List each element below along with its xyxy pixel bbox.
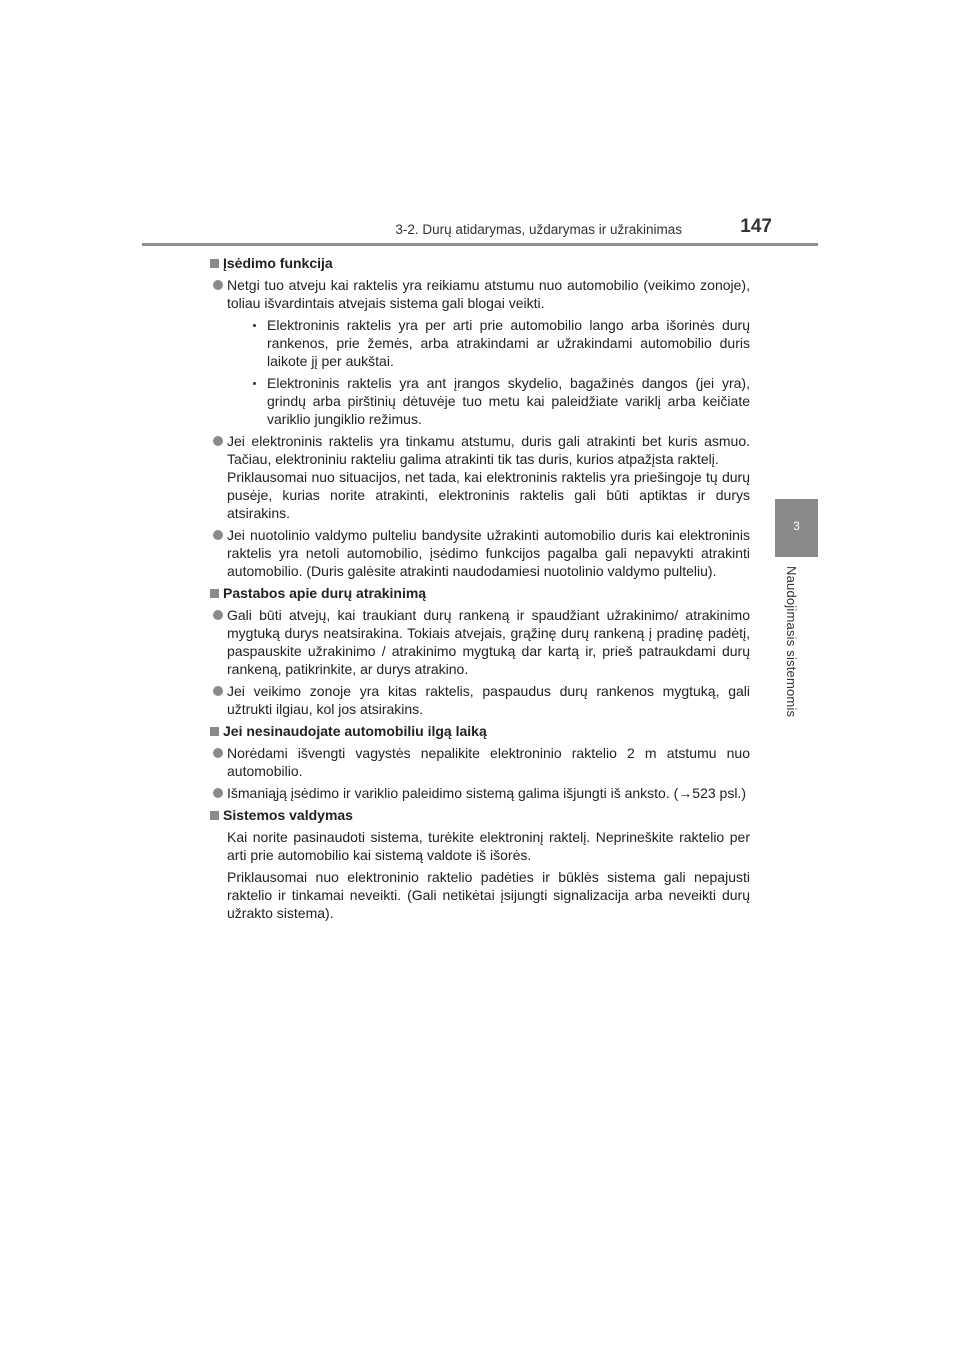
section-title: Sistemos valdymas — [223, 807, 353, 823]
circle-bullet-icon — [213, 748, 223, 758]
section-title: Jei nesinaudojate automobiliu ilgą laiką — [223, 723, 487, 739]
section-title: Įsėdimo funkcija — [223, 255, 333, 271]
circle-bullet-icon — [213, 436, 223, 446]
page-header — [142, 216, 818, 246]
square-bullet-icon — [210, 589, 219, 598]
list-item: Norėdami išvengti vagystės nepalikite elektroninio raktelio 2 m atstumu nuo automobilio. — [210, 744, 750, 780]
section-system-operation — [210, 806, 750, 922]
list-item: Netgi tuo atveju kai raktelis yra reikiamu atstumu nuo automobilio (veikimo zonoje), toliau išvardintais atvejais sistema gali blogai veikti. Elektroninis raktelis yra per arti prie automobilio lango arba išorinės durų rankenos, prie žemės, arba atrakindami ar užrakindami automobilio duris laikote jį per aukštai. Elektroninis raktelis yra ant įrangos skydelio, bagažinės dangos (jei yra), grindų arba pirštinių dėtuvėje tuo metu kai paleidžiate variklį arba keičiate variklio jungiklio režimus. — [210, 276, 750, 428]
header-section-title: 3-2. Durų atidarymas, uždarymas ir užrakinimas — [395, 222, 682, 237]
section-long-term-storage — [210, 722, 750, 802]
section-unlock-notes — [210, 584, 750, 718]
circle-bullet-icon — [213, 280, 223, 290]
paragraph: Priklausomai nuo elektroninio raktelio padėties ir būklės sistema gali nepajusti raktelio ir tinkamai neveikti. (Gali netikėtai įsijungti signalizacija arba neveikti durų užrakto sistema). — [227, 869, 750, 921]
page-number: 147 — [740, 216, 772, 237]
small-dot-icon — [253, 382, 256, 385]
circle-bullet-icon — [213, 530, 223, 540]
circle-bullet-icon — [213, 686, 223, 696]
list-item: Išmaniąją įsėdimo ir variklio paleidimo sistemą galima išjungti iš anksto. (→523 psl.) — [210, 784, 750, 802]
square-bullet-icon — [210, 727, 219, 736]
section-entry-function — [210, 254, 750, 580]
chapter-side-label: Naudojimasis sistemomis — [784, 566, 799, 718]
circle-bullet-icon — [213, 610, 223, 620]
chapter-tab-number: 3 — [793, 519, 800, 533]
list-item: Jei veikimo zonoje yra kitas raktelis, paspaudus durų rankenos mygtuką, gali užtrukti ilgiau, kol jos atsirakins. — [210, 682, 750, 718]
header-rule — [142, 243, 818, 246]
page-content — [210, 254, 750, 926]
sub-list-item: Elektroninis raktelis yra ant įrangos skydelio, bagažinės dangos (jei yra), grindų arba pirštinių dėtuvėje tuo metu kai paleidžiate variklį arba keičiate variklio jungiklio režimus. — [227, 374, 750, 428]
paragraph: Kai norite pasinaudoti sistema, turėkite elektroninį raktelį. Neprineškite raktelio per arti prie automobilio kai sistemą valdote iš išorės. — [227, 829, 750, 863]
square-bullet-icon — [210, 259, 219, 268]
sub-list-item: Elektroninis raktelis yra per arti prie automobilio lango arba išorinės durų rankenos, prie žemės, arba atrakindami ar užrakindami automobilio duris laikote jį per aukštai. — [227, 316, 750, 370]
list-item: Jei nuotolinio valdymo pulteliu bandysite užrakinti automobilio duris kai elektroninis raktelis yra netoli automobilio, įsėdimo funkcijos pagalba gali nepavykti atrakinti automobilio. (Duris galėsite atrakinti naudodamiesi nuotolinio valdymo pulteliu). — [210, 526, 750, 580]
small-dot-icon — [253, 324, 256, 327]
list-item: Gali būti atvejų, kai traukiant durų rankeną ir spaudžiant užrakinimo/ atrakinimo mygtuką durys neatsirakina. Tokiais atvejais, grąžinę durų rankeną į pradinę padėtį, paspauskite užrakinimo / atrakinimo mygtuką dar kartą ir, prieš patraukdami durų rankeną, patikrinkite, ar durys atrakino. — [210, 606, 750, 678]
section-title: Pastabos apie durų atrakinimą — [223, 585, 427, 601]
circle-bullet-icon — [213, 788, 223, 798]
square-bullet-icon — [210, 811, 219, 820]
list-item: Jei elektroninis raktelis yra tinkamu atstumu, duris gali atrakinti bet kuris asmuo. Tačiau, elektroniniu rakteliu galima atrakinti tik tas duris, kurios atpažįsta raktelį. Priklausomai nuo situacijos, net tada, kai elektroninis raktelis yra priešingoje tų durų pusėje, kurias norite atrakinti, elektroninis raktelis gali būti aptiktas ir durys atsirakins. — [210, 432, 750, 522]
chapter-tab — [775, 499, 818, 557]
